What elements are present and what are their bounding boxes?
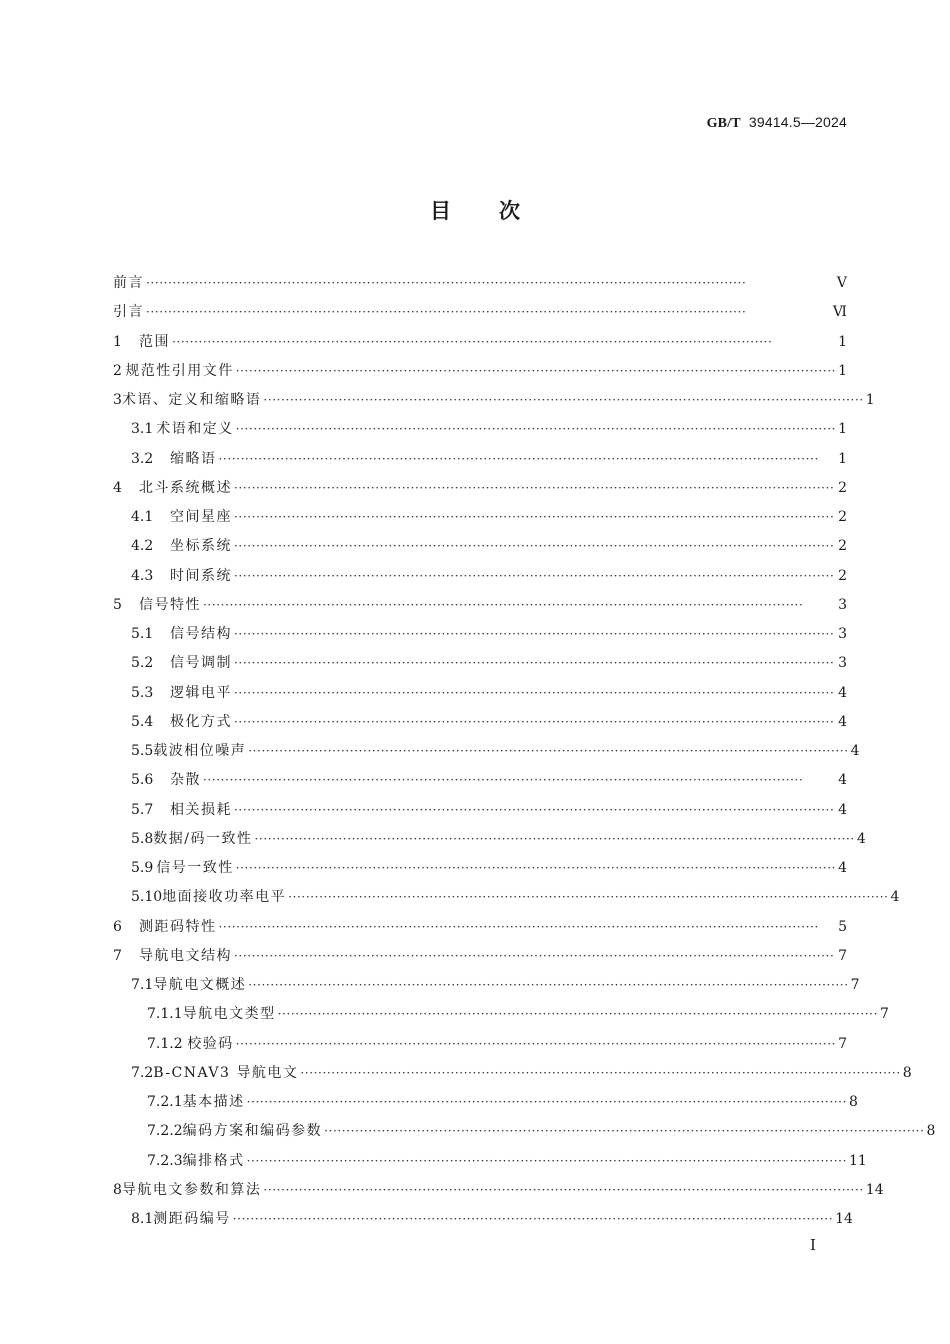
toc-entry-number: 7 — [113, 947, 122, 964]
toc-dot-leader: ········································································································································ — [248, 978, 849, 992]
toc-entry-title: 坐标系统 — [170, 538, 232, 555]
toc-entry-page: Ⅴ — [836, 275, 847, 291]
toc-entry-number: 7.1 — [131, 977, 154, 993]
toc-entry[interactable] — [113, 679, 847, 708]
toc-entry-page: 2 — [838, 509, 847, 525]
toc-entry-number: 8 — [113, 1181, 122, 1198]
toc-dot-leader: ········································································································································ — [288, 890, 889, 905]
toc-entry-number: 5.3 — [131, 684, 154, 701]
page-number: Ⅰ — [810, 1236, 816, 1254]
toc-entry-title: 杂散 — [170, 772, 201, 789]
toc-entry-number: 6 — [113, 918, 122, 935]
toc-entry-page: 1 — [865, 392, 875, 408]
toc-entry-page: 4 — [838, 684, 847, 701]
toc-entry-page: 1 — [838, 362, 847, 379]
table-of-contents — [113, 269, 936, 1234]
toc-entry[interactable] — [113, 649, 847, 678]
toc-dot-leader: ········································································································································ — [246, 1095, 847, 1109]
toc-entry-page: 4 — [856, 830, 866, 847]
toc-entry[interactable] — [113, 445, 847, 474]
toc-dot-leader: ········································································································································ — [263, 393, 864, 407]
toc-dot-leader: ········································································································································ — [235, 861, 837, 875]
toc-entry-number: 5.2 — [131, 655, 154, 672]
toc-dot-leader: ········································································································································ — [234, 948, 835, 963]
toc-entry[interactable] — [113, 1117, 936, 1146]
toc-entry-page: 7 — [880, 1006, 889, 1023]
toc-dot-leader: ········································································································································ — [234, 627, 835, 641]
toc-dot-leader: ········································································································································ — [234, 568, 835, 583]
toc-entry[interactable] — [113, 825, 866, 854]
toc-entry-title: 信号特性 — [139, 596, 201, 613]
toc-entry-title: 术语、定义和缩略语 — [121, 392, 262, 408]
toc-dot-leader: ········································································································································ — [232, 1212, 834, 1226]
toc-entry-number: 4 — [113, 479, 122, 496]
toc-entry-number: 5.5 — [131, 743, 154, 759]
toc-entry-number: 5.4 — [131, 713, 154, 730]
toc-entry[interactable] — [113, 1088, 858, 1117]
toc-entry-title: 导航电文概述 — [153, 977, 247, 993]
toc-entry-title: 信号一致性 — [156, 860, 234, 876]
toc-entry-page: 8 — [902, 1064, 912, 1081]
toc-entry-title: 校验码 — [187, 1035, 234, 1052]
toc-dot-leader: ········································································································································ — [146, 276, 747, 290]
toc-entry-title: 缩略语 — [170, 450, 217, 467]
toc-dot-leader: ········································································································································ — [324, 1124, 925, 1139]
toc-entry[interactable] — [113, 1059, 912, 1088]
toc-dot-leader: ········································································································································ — [235, 363, 837, 378]
toc-entry-page: 3 — [838, 596, 847, 613]
toc-entry[interactable] — [113, 1176, 884, 1205]
toc-entry[interactable] — [113, 737, 860, 766]
toc-entry-page: 7 — [850, 977, 860, 993]
toc-entry-title: 导航电文参数和算法 — [121, 1181, 262, 1198]
toc-dot-leader: ········································································································································ — [248, 744, 849, 758]
toc-entry-title: 相关损耗 — [170, 801, 232, 818]
toc-dot-leader: ········································································································································ — [277, 1007, 878, 1022]
toc-entry[interactable] — [113, 942, 847, 971]
toc-entry-page: 8 — [926, 1123, 936, 1140]
toc-entry[interactable] — [113, 298, 847, 327]
page-title: 目次 — [430, 199, 568, 223]
toc-entry-number: 7.2.3 — [147, 1152, 183, 1169]
toc-entry-page: 11 — [849, 1152, 867, 1169]
toc-entry-title: 逻辑电平 — [170, 684, 232, 701]
toc-entry-number: 1 — [113, 333, 122, 350]
toc-entry-number: 7.2.1 — [147, 1094, 183, 1110]
toc-entry[interactable] — [113, 854, 847, 883]
toc-entry-number: 3.1 — [131, 421, 154, 438]
standard-number: 39414.5—2024 — [748, 114, 847, 130]
toc-entry[interactable] — [113, 415, 847, 444]
toc-entry[interactable] — [113, 708, 847, 737]
toc-entry-number: 7.1.2 — [147, 1035, 183, 1052]
toc-entry-title: 编码方案和编码参数 — [182, 1123, 323, 1140]
toc-entry-title: 导航电文结构 — [139, 947, 232, 964]
toc-entry-number: 4.1 — [131, 509, 154, 525]
toc-dot-leader: ········································································································································ — [300, 1065, 901, 1080]
toc-entry-number: 5.6 — [131, 772, 154, 789]
toc-dot-leader: ········································································································································ — [246, 1153, 847, 1168]
toc-entry-title: 时间系统 — [170, 567, 232, 584]
toc-dot-leader: ········································································································································ — [263, 1182, 864, 1197]
toc-entry-page: 14 — [835, 1211, 853, 1227]
toc-entry-page: 1 — [838, 333, 847, 350]
toc-entry-page: 4 — [838, 713, 847, 730]
toc-entry-page: 2 — [838, 479, 847, 496]
toc-entry-page: 5 — [838, 918, 847, 935]
toc-dot-leader: ········································································································································ — [218, 451, 819, 466]
toc-entry[interactable] — [113, 1147, 867, 1176]
toc-entry-title: 数据/码一致性 — [153, 830, 253, 847]
toc-entry-page: Ⅵ — [832, 304, 847, 321]
toc-entry-title: 信号结构 — [170, 626, 232, 642]
toc-dot-leader: ········································································································································ — [218, 919, 819, 934]
toc-entry-title: 编排格式 — [182, 1152, 245, 1169]
toc-entry[interactable] — [113, 328, 847, 357]
toc-entry-title: 载波相位噪声 — [153, 743, 247, 759]
toc-dot-leader: ········································································································································ — [146, 305, 747, 320]
toc-entry-page: 3 — [838, 655, 847, 672]
toc-dot-leader: ········································································································································ — [203, 773, 804, 788]
toc-entry[interactable] — [113, 913, 847, 942]
toc-entry[interactable] — [113, 766, 847, 795]
toc-dot-leader: ········································································································································ — [172, 334, 773, 349]
toc-entry-number: 5.9 — [131, 860, 154, 876]
toc-entry-title: 信号调制 — [170, 655, 232, 672]
toc-entry[interactable] — [113, 591, 847, 620]
toc-dot-leader: ········································································································································ — [234, 539, 835, 554]
toc-entry-number: 5.7 — [131, 801, 154, 818]
toc-entry[interactable] — [113, 357, 847, 386]
toc-entry-title: 基本描述 — [182, 1094, 245, 1110]
toc-entry-title: 测距码编号 — [153, 1211, 231, 1227]
toc-entry-title: 空间星座 — [170, 509, 232, 525]
toc-entry[interactable] — [113, 474, 847, 503]
toc-dot-leader: ········································································································································ — [234, 685, 835, 700]
toc-entry-title: 地面接收功率电平 — [162, 889, 287, 906]
toc-entry-title: 引言 — [113, 304, 144, 321]
toc-entry[interactable] — [113, 971, 860, 1000]
toc-entry-page: 2 — [838, 538, 847, 555]
toc-entry-number: 4.3 — [131, 567, 154, 584]
toc-entry[interactable] — [113, 562, 847, 591]
toc-entry-page: 1 — [838, 421, 847, 438]
toc-entry-number: 8.1 — [131, 1211, 154, 1227]
toc-entry-number: 7.2.2 — [147, 1123, 183, 1140]
toc-entry-title: 规范性引用文件 — [125, 362, 234, 379]
toc-entry[interactable] — [113, 386, 875, 415]
toc-entry[interactable] — [113, 1205, 853, 1234]
toc-entry-title: 极化方式 — [170, 713, 232, 730]
toc-entry-page: 4 — [838, 801, 847, 818]
toc-entry[interactable] — [113, 503, 847, 532]
toc-entry-title: B-CNAV3 导航电文 — [153, 1064, 299, 1081]
toc-dot-leader: ········································································································································ — [203, 597, 804, 612]
toc-entry-title: 术语和定义 — [156, 421, 234, 438]
toc-entry-title: 北斗系统概述 — [139, 479, 232, 496]
toc-entry[interactable] — [113, 796, 847, 825]
toc-entry-page: 4 — [850, 743, 860, 759]
toc-entry-number: 3 — [113, 392, 122, 408]
toc-entry-page: 1 — [838, 450, 847, 467]
toc-entry-number: 5 — [113, 596, 122, 613]
toc-entry-number: 5.10 — [131, 889, 163, 906]
toc-dot-leader: ········································································································································ — [234, 656, 835, 671]
toc-entry-page: 4 — [838, 860, 847, 876]
toc-entry-title: 范围 — [139, 333, 170, 350]
toc-entry[interactable] — [113, 1000, 889, 1029]
toc-dot-leader: ········································································································································ — [234, 510, 835, 524]
toc-entry-page: 14 — [865, 1181, 884, 1198]
toc-entry-page: 8 — [849, 1094, 858, 1110]
toc-entry[interactable] — [113, 620, 847, 649]
toc-entry-page: 7 — [838, 1035, 847, 1052]
toc-entry-title: 导航电文类型 — [182, 1006, 276, 1023]
toc-entry-title: 前言 — [113, 275, 144, 291]
toc-entry-page: 3 — [838, 626, 847, 642]
toc-entry-number: 3.2 — [131, 450, 154, 467]
toc-entry-page: 7 — [838, 947, 847, 964]
toc-entry-page: 4 — [838, 772, 847, 789]
toc-entry-number: 7.1.1 — [147, 1006, 183, 1023]
toc-entry-number: 5.8 — [131, 830, 154, 847]
toc-dot-leader: ········································································································································ — [234, 714, 835, 729]
toc-entry-number: 4.2 — [131, 538, 154, 555]
toc-entry-number: 7.2 — [131, 1064, 154, 1081]
toc-dot-leader: ········································································································································ — [235, 1036, 837, 1051]
toc-dot-leader: ········································································································································ — [234, 802, 835, 817]
toc-entry-title: 测距码特性 — [139, 918, 217, 935]
toc-entry[interactable] — [113, 1030, 847, 1059]
toc-entry-number: 2 — [113, 362, 122, 379]
toc-entry[interactable] — [113, 883, 900, 912]
toc-entry-page: 2 — [838, 567, 847, 584]
standard-code: GB/T — [706, 116, 741, 131]
toc-entry-page: 4 — [890, 889, 900, 906]
toc-entry[interactable] — [113, 269, 847, 298]
toc-dot-leader: ········································································································································ — [254, 831, 855, 846]
toc-dot-leader: ········································································································································ — [235, 422, 837, 437]
standard-number-header — [707, 114, 847, 132]
toc-entry-number: 5.1 — [131, 626, 154, 642]
toc-dot-leader: ········································································································································ — [234, 480, 835, 495]
toc-entry[interactable] — [113, 532, 847, 561]
